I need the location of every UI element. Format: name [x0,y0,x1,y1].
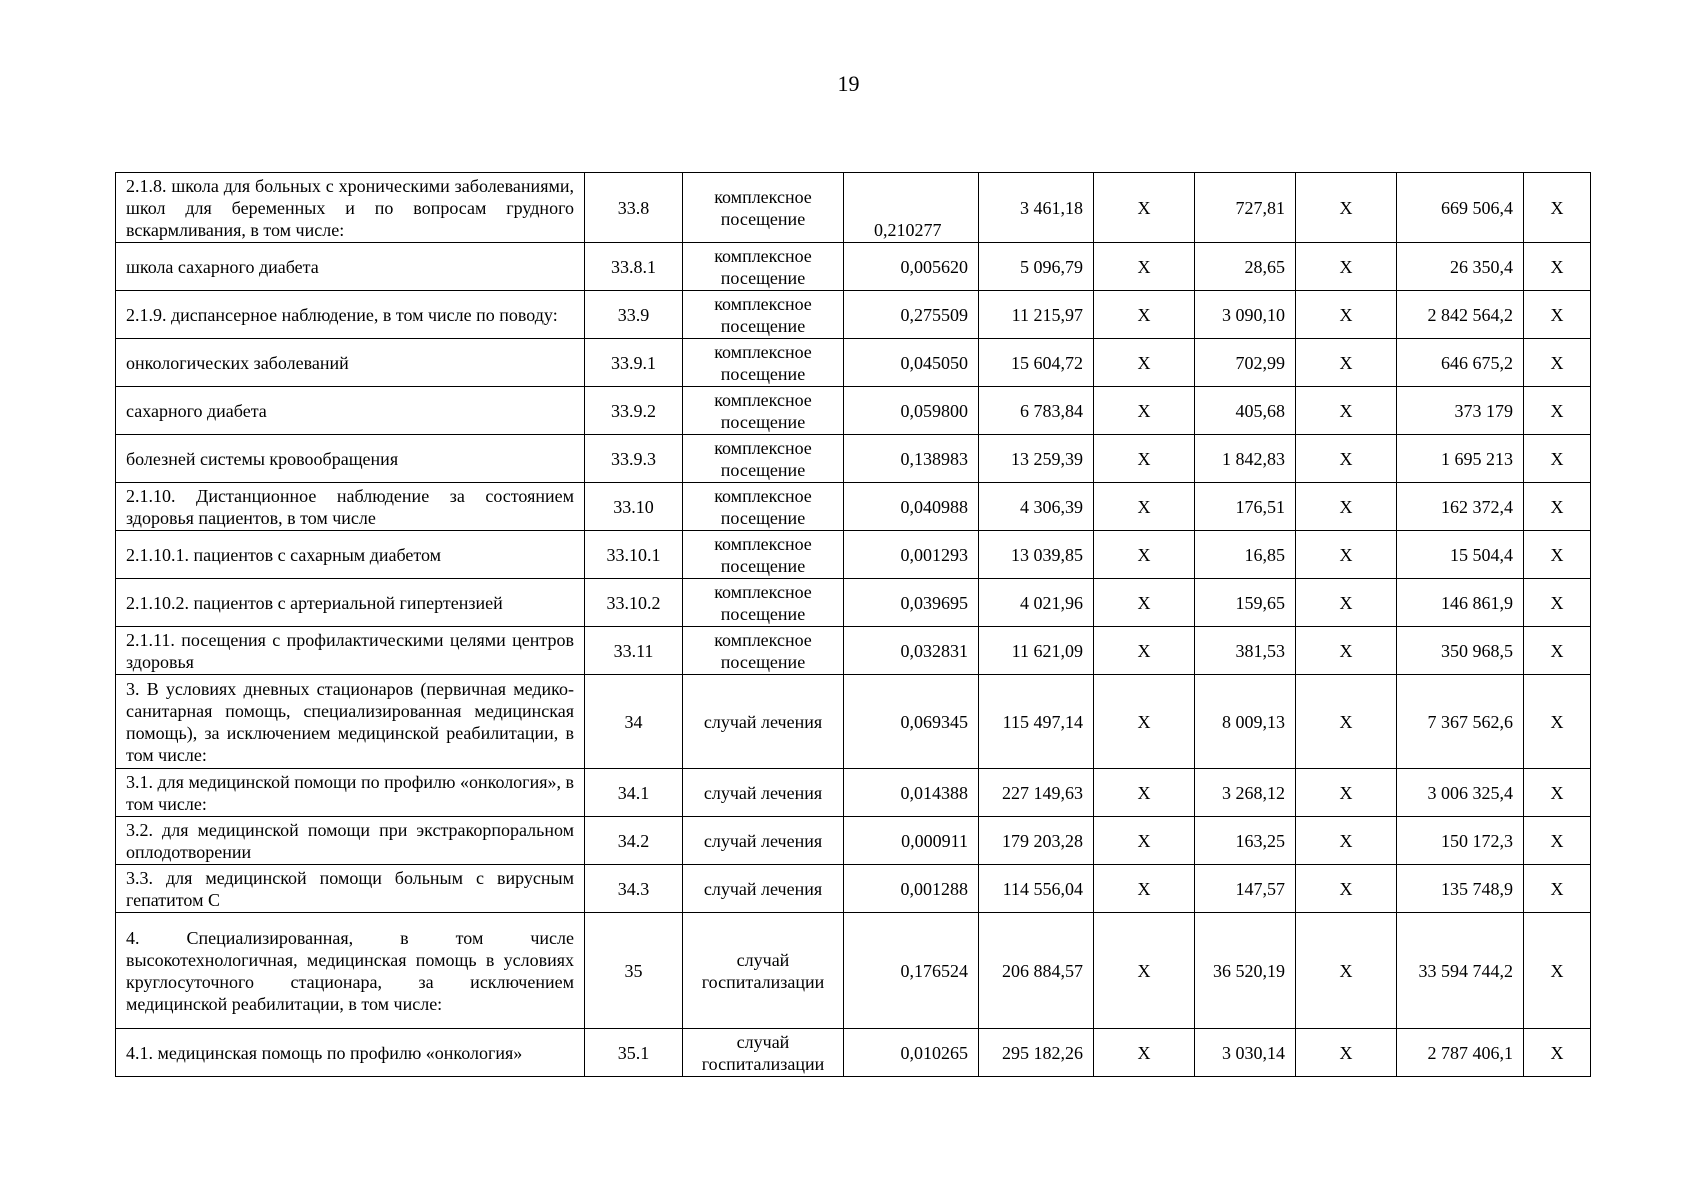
row-unit: случай госпитализации [683,1029,844,1077]
row-x1: X [1094,339,1195,387]
row-total: 15 504,4 [1397,531,1524,579]
row-x1: X [1094,627,1195,675]
row-code: 33.8.1 [585,243,683,291]
row-x2: X [1296,173,1397,243]
table-row [116,531,1591,579]
row-norm: 0,039695 [844,579,979,627]
row-per-capita: 28,65 [1195,243,1296,291]
row-x1: X [1094,387,1195,435]
row-x3: X [1524,769,1591,817]
row-code: 33.10.2 [585,579,683,627]
row-cost: 115 497,14 [979,675,1094,769]
row-unit: комплексное посещение [683,435,844,483]
row-code: 33.9.3 [585,435,683,483]
row-x1: X [1094,173,1195,243]
row-x1: X [1094,769,1195,817]
row-x2: X [1296,1029,1397,1077]
row-cost: 15 604,72 [979,339,1094,387]
row-norm: 0,275509 [844,291,979,339]
row-code: 33.8 [585,173,683,243]
row-x2: X [1296,675,1397,769]
row-name: 3.1. для медицинской помощи по профилю «онкология», в том числе: [116,769,585,817]
row-x3: X [1524,339,1591,387]
row-per-capita: 3 268,12 [1195,769,1296,817]
row-x1: X [1094,435,1195,483]
row-x3: X [1524,675,1591,769]
row-unit: случай госпитализации [683,913,844,1029]
row-x3: X [1524,291,1591,339]
row-x1: X [1094,1029,1195,1077]
row-norm: 0,040988 [844,483,979,531]
row-name: 2.1.10. Дистанционное наблюдение за состоянием здоровья пациентов, в том числе [116,483,585,531]
table-row [116,291,1591,339]
row-x2: X [1296,627,1397,675]
row-per-capita: 16,85 [1195,531,1296,579]
row-total: 1 695 213 [1397,435,1524,483]
row-unit: случай лечения [683,865,844,913]
row-name: 2.1.9. диспансерное наблюдение, в том числе по поводу: [116,291,585,339]
row-norm: 0,014388 [844,769,979,817]
row-x2: X [1296,531,1397,579]
table-row [116,579,1591,627]
row-code: 33.9.1 [585,339,683,387]
row-code: 35.1 [585,1029,683,1077]
row-x3: X [1524,865,1591,913]
row-norm: 0,010265 [844,1029,979,1077]
table-row [116,817,1591,865]
table-row [116,387,1591,435]
row-x3: X [1524,531,1591,579]
row-total: 7 367 562,6 [1397,675,1524,769]
row-total: 162 372,4 [1397,483,1524,531]
row-name: 2.1.8. школа для больных с хроническими заболеваниями, школ для беременных и по вопросам грудного вскармливания, в том числе: [116,173,585,243]
table-row [116,173,1591,243]
row-x2: X [1296,243,1397,291]
table-row [116,913,1591,1029]
row-unit: комплексное посещение [683,579,844,627]
row-x2: X [1296,913,1397,1029]
row-x1: X [1094,531,1195,579]
table-row [116,865,1591,913]
row-name: школа сахарного диабета [116,243,585,291]
row-total: 150 172,3 [1397,817,1524,865]
row-per-capita: 702,99 [1195,339,1296,387]
table-row [116,1029,1591,1077]
row-norm: 0,001288 [844,865,979,913]
row-per-capita: 1 842,83 [1195,435,1296,483]
row-x3: X [1524,387,1591,435]
row-x1: X [1094,865,1195,913]
row-cost: 179 203,28 [979,817,1094,865]
row-x2: X [1296,291,1397,339]
row-cost: 114 556,04 [979,865,1094,913]
row-name: 4.1. медицинская помощь по профилю «онкология» [116,1029,585,1077]
row-cost: 3 461,18 [979,173,1094,243]
page-number: 19 [837,71,860,96]
row-total: 2 787 406,1 [1397,1029,1524,1077]
row-name: сахарного диабета [116,387,585,435]
row-x3: X [1524,627,1591,675]
row-code: 35 [585,913,683,1029]
row-unit: комплексное посещение [683,243,844,291]
table-row [116,483,1591,531]
row-name: 3.3. для медицинской помощи больным с вирусным гепатитом С [116,865,585,913]
table-row [116,675,1591,769]
row-cost: 11 215,97 [979,291,1094,339]
row-per-capita: 176,51 [1195,483,1296,531]
row-unit: комплексное посещение [683,387,844,435]
row-x1: X [1094,291,1195,339]
row-name: болезней системы кровообращения [116,435,585,483]
row-unit: комплексное посещение [683,627,844,675]
row-per-capita: 8 009,13 [1195,675,1296,769]
row-total: 646 675,2 [1397,339,1524,387]
row-norm: 0,210277 [844,173,979,243]
row-name: 3.2. для медицинской помощи при экстракорпоральном оплодотворении [116,817,585,865]
row-x2: X [1296,817,1397,865]
row-code: 34.2 [585,817,683,865]
row-code: 34.1 [585,769,683,817]
row-name: 2.1.10.2. пациентов с артериальной гипертензией [116,579,585,627]
row-norm: 0,138983 [844,435,979,483]
row-cost: 227 149,63 [979,769,1094,817]
row-x3: X [1524,817,1591,865]
row-cost: 295 182,26 [979,1029,1094,1077]
row-code: 34 [585,675,683,769]
table-row [116,339,1591,387]
row-total: 2 842 564,2 [1397,291,1524,339]
row-norm: 0,005620 [844,243,979,291]
row-code: 33.9 [585,291,683,339]
row-x1: X [1094,817,1195,865]
row-norm: 0,045050 [844,339,979,387]
row-per-capita: 405,68 [1195,387,1296,435]
row-code: 33.10 [585,483,683,531]
row-total: 146 861,9 [1397,579,1524,627]
row-total: 135 748,9 [1397,865,1524,913]
row-norm: 0,176524 [844,913,979,1029]
row-total: 3 006 325,4 [1397,769,1524,817]
row-name: онкологических заболеваний [116,339,585,387]
table-row [116,627,1591,675]
row-name: 3. В условиях дневных стационаров (первичная медико-санитарная помощь, специализированная медицинская помощь), за исключением медицинской реабилитации, в том числе: [116,675,585,769]
row-total: 373 179 [1397,387,1524,435]
row-per-capita: 3 090,10 [1195,291,1296,339]
row-cost: 206 884,57 [979,913,1094,1029]
row-name: 2.1.10.1. пациентов с сахарным диабетом [116,531,585,579]
row-x3: X [1524,243,1591,291]
row-x1: X [1094,675,1195,769]
row-x1: X [1094,913,1195,1029]
row-total: 669 506,4 [1397,173,1524,243]
row-x2: X [1296,769,1397,817]
row-per-capita: 163,25 [1195,817,1296,865]
row-name: 2.1.11. посещения с профилактическими целями центров здоровья [116,627,585,675]
row-x3: X [1524,435,1591,483]
row-norm: 0,059800 [844,387,979,435]
row-x3: X [1524,913,1591,1029]
row-unit: комплексное посещение [683,531,844,579]
row-x3: X [1524,579,1591,627]
row-unit: случай лечения [683,817,844,865]
row-x2: X [1296,435,1397,483]
row-x3: X [1524,483,1591,531]
row-unit: комплексное посещение [683,483,844,531]
row-code: 34.3 [585,865,683,913]
row-cost: 4 306,39 [979,483,1094,531]
row-code: 33.10.1 [585,531,683,579]
row-x1: X [1094,243,1195,291]
row-cost: 13 039,85 [979,531,1094,579]
row-per-capita: 147,57 [1195,865,1296,913]
row-cost: 11 621,09 [979,627,1094,675]
row-code: 33.11 [585,627,683,675]
row-per-capita: 381,53 [1195,627,1296,675]
row-x2: X [1296,339,1397,387]
row-x3: X [1524,173,1591,243]
row-x2: X [1296,579,1397,627]
row-name: 4. Специализированная, в том числе высокотехнологичная, медицинская помощь в условиях круглосуточного стационара, за исключением медицинской реабилитации, в том числе: [116,913,585,1029]
row-norm: 0,001293 [844,531,979,579]
row-x2: X [1296,483,1397,531]
row-x2: X [1296,865,1397,913]
row-total: 33 594 744,2 [1397,913,1524,1029]
row-unit: случай лечения [683,675,844,769]
row-unit: комплексное посещение [683,291,844,339]
table-row [116,435,1591,483]
row-unit: комплексное посещение [683,339,844,387]
row-unit: комплексное посещение [683,173,844,243]
row-x2: X [1296,387,1397,435]
row-x1: X [1094,579,1195,627]
row-total: 26 350,4 [1397,243,1524,291]
row-per-capita: 36 520,19 [1195,913,1296,1029]
row-cost: 4 021,96 [979,579,1094,627]
row-norm: 0,000911 [844,817,979,865]
row-unit: случай лечения [683,769,844,817]
row-cost: 13 259,39 [979,435,1094,483]
row-x3: X [1524,1029,1591,1077]
data-table [115,172,1591,1077]
row-norm: 0,069345 [844,675,979,769]
table-row [116,769,1591,817]
row-per-capita: 3 030,14 [1195,1029,1296,1077]
row-cost: 5 096,79 [979,243,1094,291]
row-cost: 6 783,84 [979,387,1094,435]
row-total: 350 968,5 [1397,627,1524,675]
row-per-capita: 159,65 [1195,579,1296,627]
row-x1: X [1094,483,1195,531]
table-row [116,243,1591,291]
row-per-capita: 727,81 [1195,173,1296,243]
row-norm: 0,032831 [844,627,979,675]
row-code: 33.9.2 [585,387,683,435]
